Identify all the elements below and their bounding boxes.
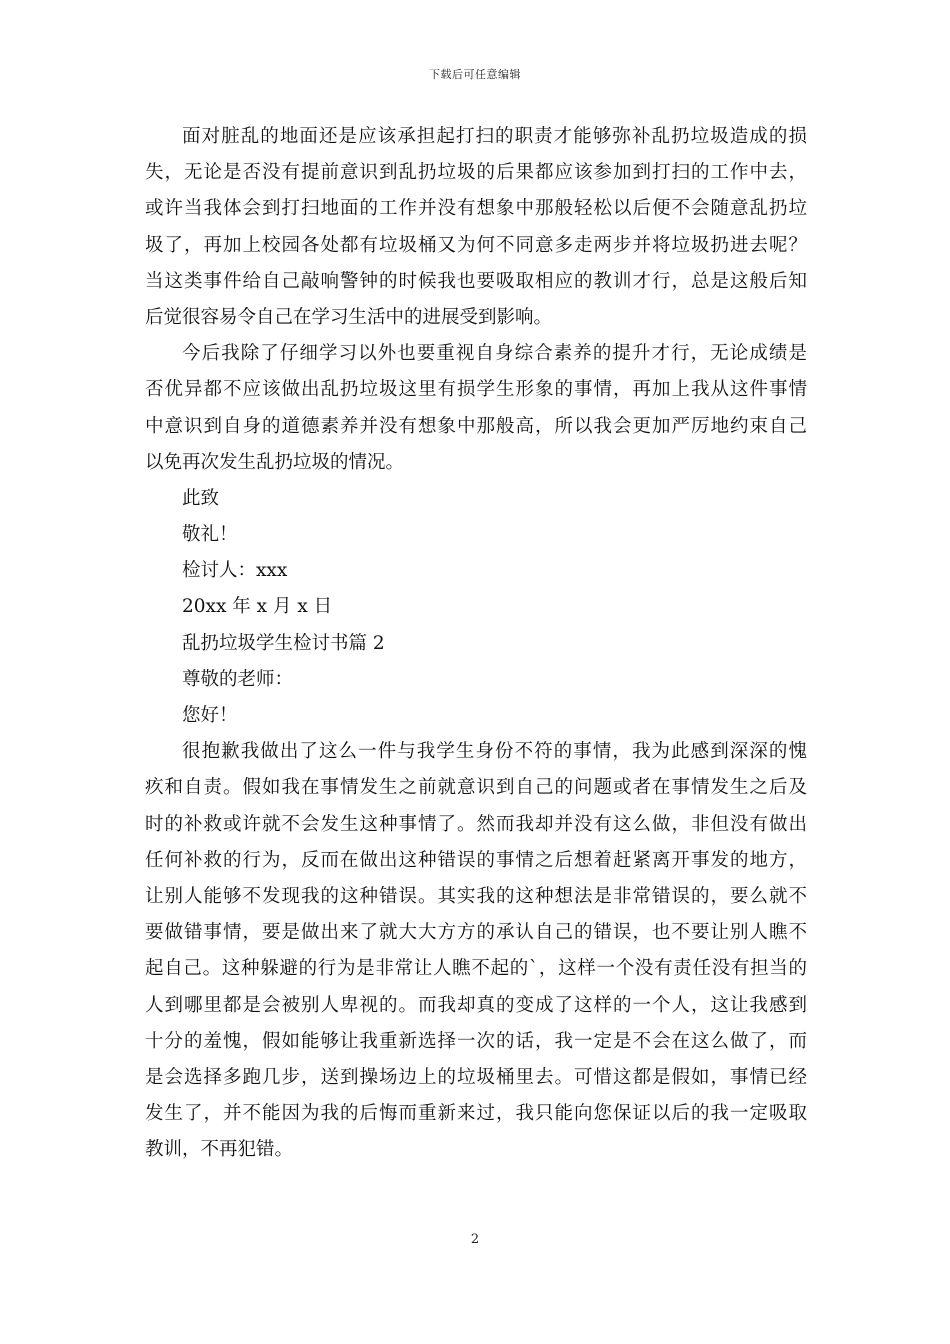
text-line: 乱扔垃圾学生检讨书篇 2	[182, 632, 385, 654]
text-line: 中意识到自身的道德素养并没有想象中那般高，所以我会更加严厉地约束自己	[145, 415, 807, 437]
text-line: 起自己。这种躲避的行为是非常让人瞧不起的`，这样一个没有责任没有担当的	[145, 958, 807, 980]
text-line: 您好！	[182, 705, 238, 726]
text-line: 否优异都不应该做出乱扔垃圾这里有损学生形象的事情，再加上我从这件事情	[145, 379, 807, 401]
text-line: 或许当我体会到打扫地面的工作并没有想象中那般轻松以后便不会随意乱扔垃	[145, 198, 807, 220]
page-number: 2	[470, 1232, 480, 1247]
text-line: 任何补救的行为，反而在做出这种错误的事情之后想着赶紧离开事发的地方，	[145, 849, 807, 871]
text-line: 人到哪里都是会被别人卑视的。而我却真的变成了这样的一个人，这让我感到	[145, 994, 807, 1016]
text-line: 让别人能够不发现我的这种错误。其实我的这种想法是非常错误的，要么就不	[145, 885, 807, 907]
paragraph-para-2	[145, 336, 807, 481]
paragraph-closing-1	[145, 481, 807, 517]
document-body	[145, 119, 807, 1168]
text-line: 此致	[182, 487, 220, 509]
text-line: 20xx 年 x 月 x 日	[182, 596, 333, 618]
text-line: 发生了，并不能因为我的后悔而重新来过，我只能向您保证以后的我一定吸取	[145, 1103, 807, 1125]
text-line: 教训，不再犯错。	[145, 1139, 294, 1161]
paragraph-para-3	[145, 734, 807, 1168]
text-line: 敬礼！	[182, 524, 238, 546]
paragraph-greeting	[145, 698, 807, 734]
paragraph-section-title	[145, 626, 807, 662]
text-line: 后觉很容易令自己在学习生活中的进展受到影响。	[145, 306, 553, 328]
text-line: 以免再次发生乱扔垃圾的情况。	[145, 451, 405, 473]
paragraph-signer	[145, 553, 807, 589]
text-line: 时的补救或许就不会发生这种事情了。然而我却并没有这么做，非但没有做出	[145, 813, 807, 835]
paragraph-salutation	[145, 662, 807, 698]
page-header: 下载后可任意编辑	[429, 68, 521, 81]
paragraph-date	[145, 589, 807, 625]
text-line: 圾了，再加上校园各处都有垃圾桶又为何不同意多走两步并将垃圾扔进去呢？	[145, 234, 807, 256]
text-line: 面对脏乱的地面还是应该承担起打扫的职责才能够弥补乱扔垃圾造成的损	[182, 126, 807, 147]
text-line: 检讨人：xxx	[182, 560, 288, 582]
text-line: 要做错事情，要是做出来了就大大方方的承认自己的错误，也不要让别人瞧不	[145, 922, 807, 944]
text-line: 今后我除了仔细学习以外也要重视自身综合素养的提升才行，无论成绩是	[182, 343, 807, 365]
paragraph-para-1	[145, 119, 807, 336]
text-line: 很抱歉我做出了这么一件与我学生身份不符的事情，我为此感到深深的愧	[182, 741, 807, 763]
text-line: 当这类事件给自己敲响警钟的时候我也要吸取相应的教训才行，总是这般后知	[145, 270, 807, 292]
text-line: 是会选择多跑几步，送到操场边上的垃圾桶里去。可惜这都是假如，事情已经	[145, 1066, 807, 1088]
text-line: 疚和自责。假如我在事情发生之前就意识到自己的问题或者在事情发生之后及	[145, 777, 807, 799]
text-line: 十分的羞愧，假如能够让我重新选择一次的话，我一定是不会在这么做了，而	[145, 1030, 807, 1052]
paragraph-closing-2	[145, 517, 807, 553]
text-line: 尊敬的老师：	[182, 668, 294, 690]
text-line: 失，无论是否没有提前意识到乱扔垃圾的后果都应该参加到打扫的工作中去，	[145, 162, 807, 184]
